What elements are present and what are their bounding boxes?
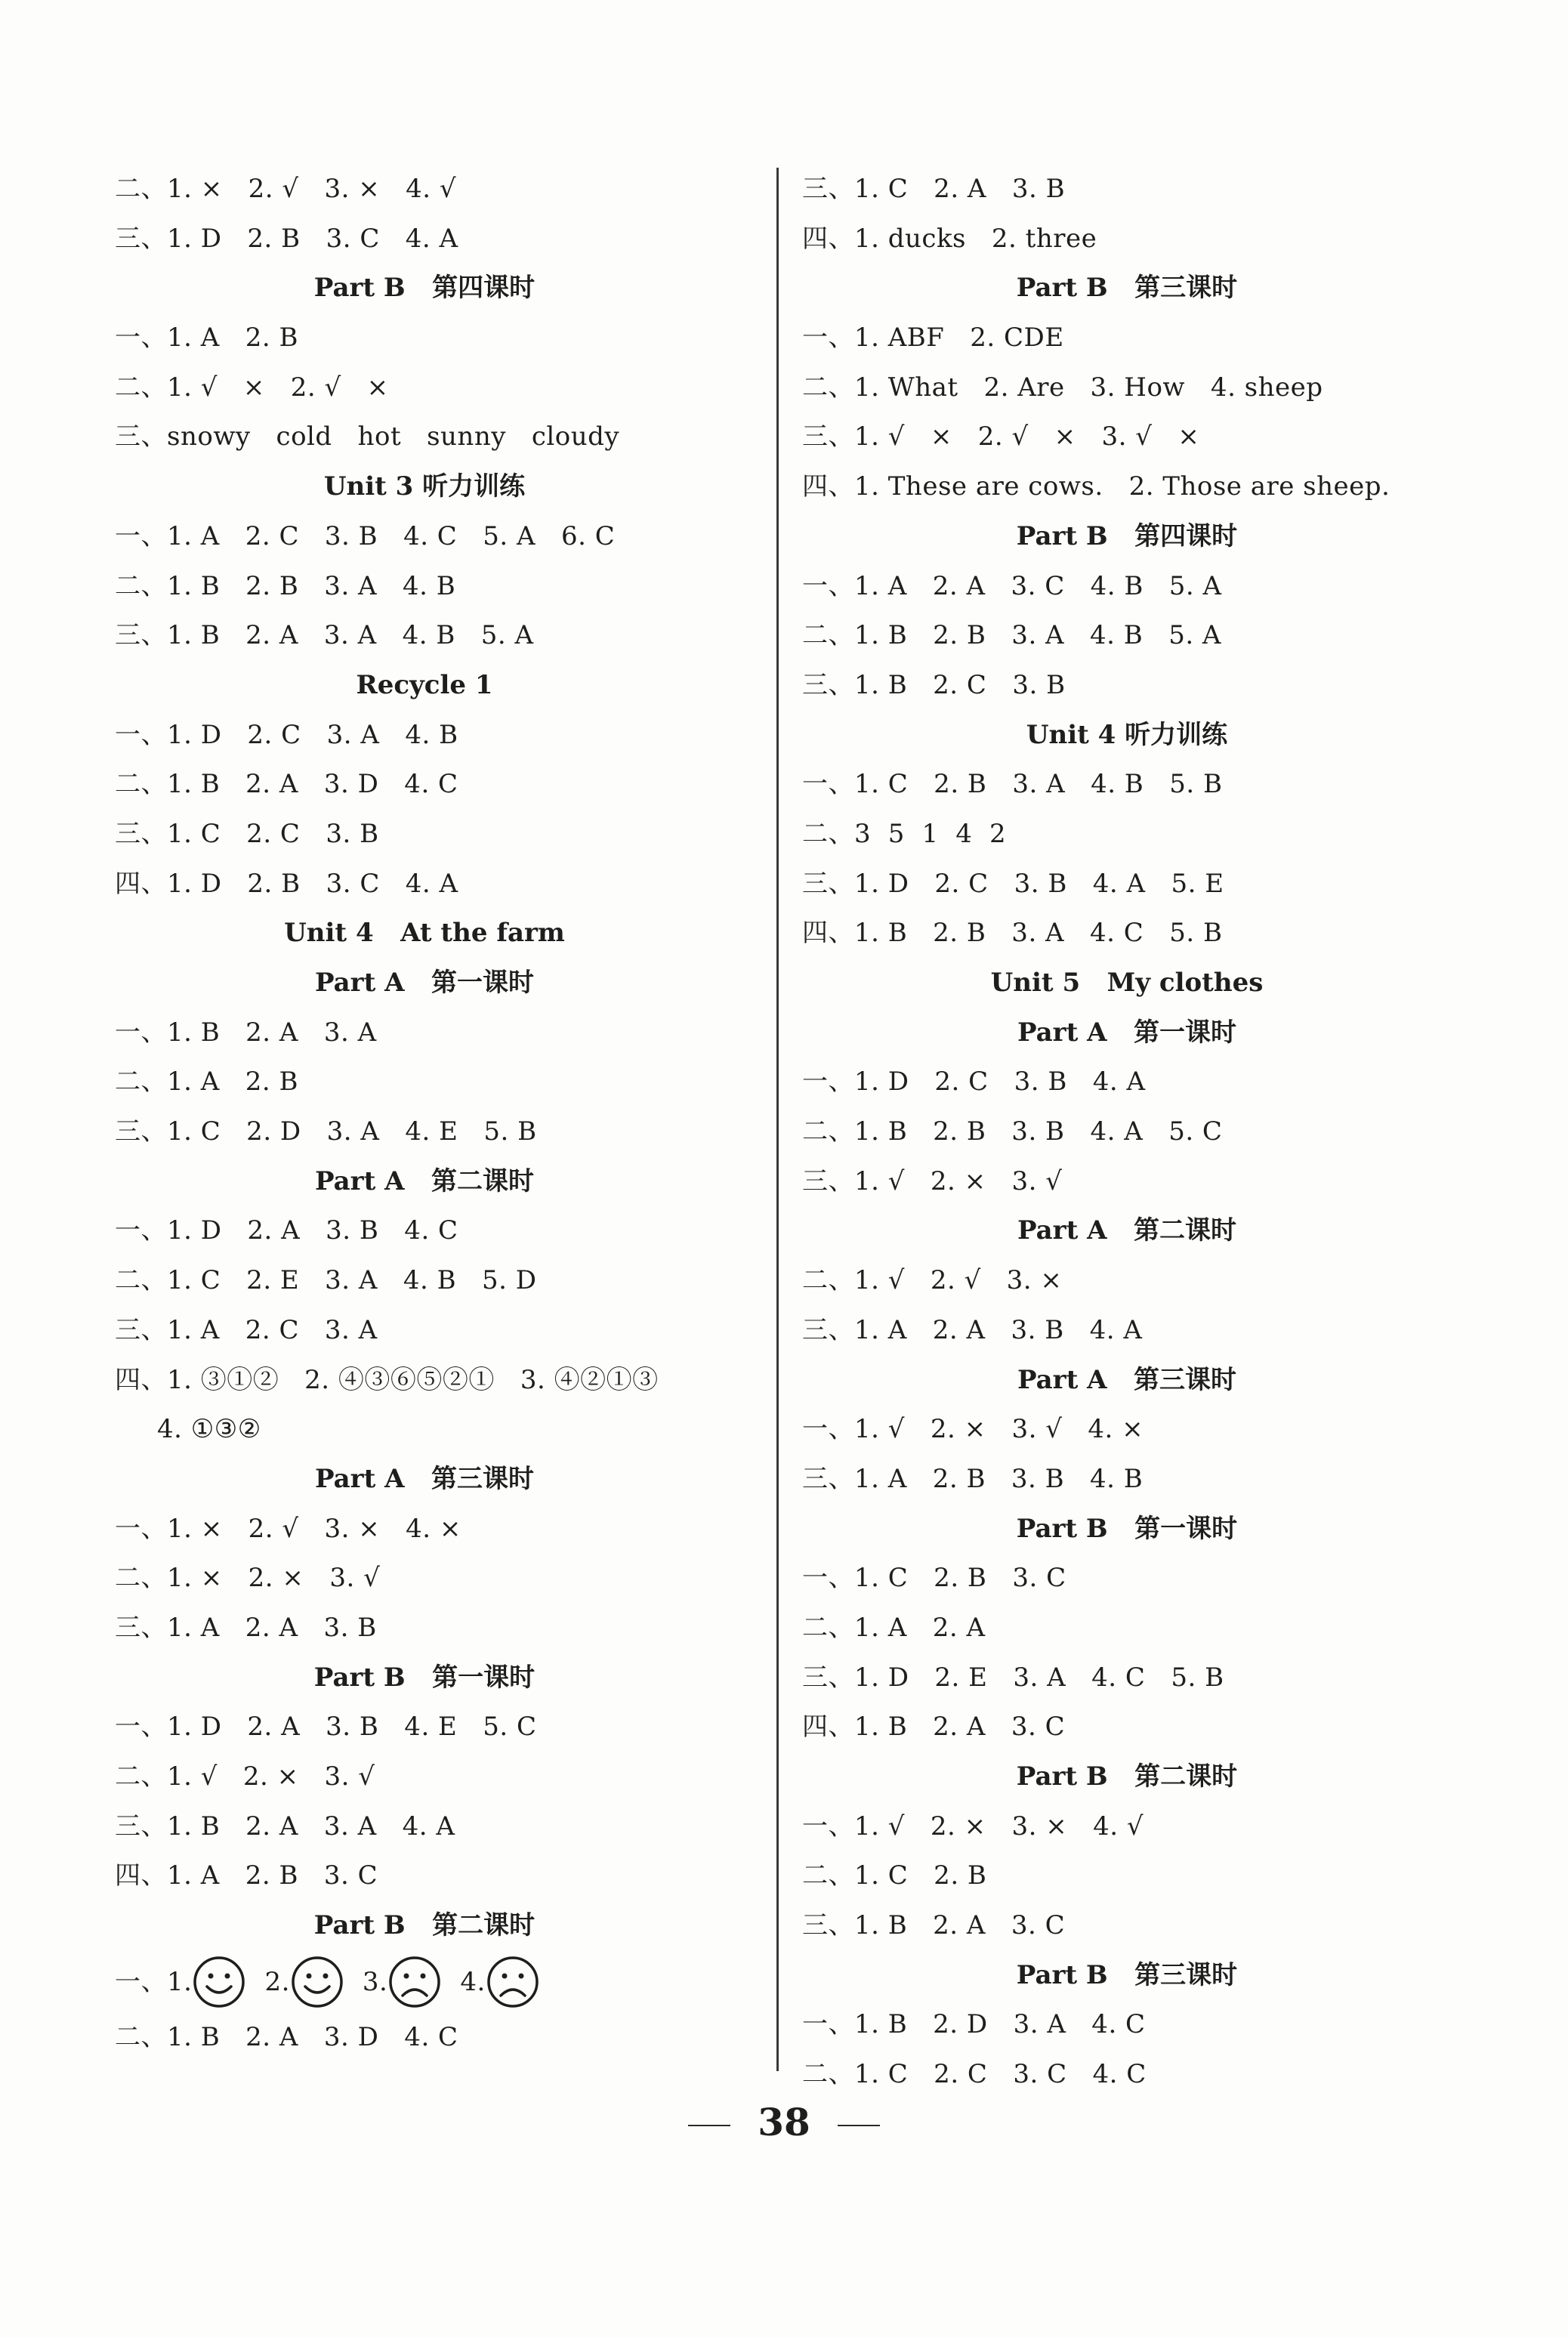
section-heading: Part B 第二课时 (313, 1910, 536, 1941)
answer-line: 二、1. B 2. B 3. B 4. A 5. C (802, 1116, 1223, 1147)
sad-face-icon (486, 1955, 540, 2009)
section-heading: Part B 第一课时 (313, 1662, 536, 1693)
right-column (802, 165, 1452, 2100)
answer-number: 4. (460, 1966, 486, 1997)
answer-line: 三、1. √ × 2. √ × 3. √ × (802, 421, 1200, 452)
answer-line: 四、1. ducks 2. three (802, 223, 1097, 254)
section-heading: Part A 第三课时 (314, 1463, 535, 1494)
answer-line: 四、1. A 2. B 3. C (115, 1860, 378, 1891)
page-number: 38 (758, 2100, 810, 2144)
answer-line: 一、1. C 2. B 3. A 4. B 5. B (802, 769, 1223, 800)
answer-line: 二、1. B 2. B 3. A 4. B (115, 570, 456, 601)
section-heading: Recycle 1 (356, 669, 493, 700)
answer-number: 1. (167, 1966, 193, 1997)
answer-line: 二、1. What 2. Are 3. How 4. sheep (802, 372, 1323, 403)
answer-line: 二、1. B 2. A 3. D 4. C (115, 2021, 458, 2052)
answer-line: 三、snowy cold hot sunny cloudy (115, 421, 620, 452)
answer-line: 二、1. √ 2. × 3. √ (115, 1761, 375, 1792)
footer-dash-right (838, 2125, 880, 2126)
answer-line: 一、1. × 2. √ 3. × 4. × (115, 1513, 461, 1544)
answer-line: 一、1. A 2. B (115, 323, 298, 353)
answer-line: 四、1. B 2. A 3. C (802, 1712, 1066, 1743)
question-prefix: 一、 (115, 1966, 167, 1997)
answer-line: 二、1. × 2. √ 3. × 4. √ (115, 174, 457, 204)
section-heading: Part A 第一课时 (1017, 1017, 1237, 1048)
answer-line: 一、1. ABF 2. CDE (802, 323, 1064, 353)
page-footer (0, 2100, 1568, 2144)
answer-line: 二、1. C 2. B (802, 1860, 987, 1891)
answer-line: 二、1. B 2. A 3. D 4. C (115, 769, 458, 800)
answer-number: 3. (362, 1966, 388, 1997)
answer-line: 三、1. A 2. A 3. B (115, 1612, 377, 1643)
answer-line: 三、1. B 2. A 3. C (802, 1910, 1066, 1941)
answer-line: 三、1. C 2. A 3. B (802, 174, 1066, 204)
answer-line: 四、1. D 2. B 3. C 4. A (115, 868, 458, 899)
answer-line: 一、1. D 2. A 3. B 4. C (115, 1215, 458, 1246)
answer-line: 三、1. A 2. C 3. A (115, 1314, 378, 1345)
answer-line: 二、1. √ 2. √ 3. × (802, 1265, 1063, 1296)
column-divider (776, 168, 779, 2071)
section-heading: Part A 第一课时 (314, 968, 535, 998)
answer-line: 四、1. B 2. B 3. A 4. C 5. B (802, 918, 1223, 949)
section-heading: Unit 5 My clothes (990, 968, 1264, 998)
answer-line: 一、1. A 2. A 3. C 4. B 5. A (802, 570, 1222, 601)
answer-line: 一、1. D 2. A 3. B 4. E 5. C (115, 1712, 537, 1743)
answer-line: 二、1. B 2. B 3. A 4. B 5. A (802, 620, 1221, 651)
answer-line: 三、1. B 2. A 3. A 4. A (115, 1811, 455, 1842)
left-column (115, 165, 764, 2062)
section-heading: Part A 第三课时 (1017, 1364, 1237, 1395)
answer-line: 三、1. D 2. B 3. C 4. A (115, 223, 458, 254)
sad-face-icon (387, 1955, 442, 2009)
answer-line: 二、1. A 2. A (802, 1612, 986, 1643)
answer-line: 一、1. B 2. A 3. A (115, 1017, 377, 1048)
answer-line: 三、1. √ 2. × 3. √ (802, 1165, 1063, 1196)
answer-line: 三、1. D 2. E 3. A 4. C 5. B (802, 1662, 1224, 1693)
answer-line: 二、1. C 2. C 3. C 4. C (802, 2059, 1147, 2090)
answer-line: 一、1. √ 2. × 3. √ 4. × (802, 1414, 1144, 1445)
answer-line: 一、1. D 2. C 3. B 4. A (802, 1067, 1146, 1097)
section-heading: Unit 4 听力训练 (1026, 719, 1228, 750)
section-heading: Part B 第三课时 (1016, 273, 1238, 304)
answer-line: 一、1. A 2. C 3. B 4. C 5. A 6. C (115, 520, 616, 551)
answer-line: 二、1. C 2. E 3. A 4. B 5. D (115, 1265, 537, 1296)
answer-line: 二、1. A 2. B (115, 1067, 298, 1097)
answer-line: 四、1. These are cows. 2. Those are sheep. (802, 471, 1391, 502)
section-heading: Part B 第四课时 (313, 273, 536, 304)
section-heading: Part B 第二课时 (1016, 1761, 1238, 1792)
smiley-face-icon (192, 1955, 246, 2009)
answer-line: 一、1. B 2. D 3. A 4. C (802, 2009, 1146, 2040)
answer-line: 二、1. √ × 2. √ × (115, 372, 389, 403)
answer-line: 一、1. C 2. B 3. C (802, 1563, 1066, 1594)
answer-line: 一、1. √ 2. × 3. × 4. √ (802, 1811, 1144, 1842)
section-heading: Part B 第一课时 (1016, 1513, 1238, 1544)
section-heading: Part B 第四课时 (1016, 520, 1238, 551)
smiley-face-icon (290, 1955, 344, 2009)
footer-dash-left (688, 2125, 730, 2126)
answer-line: 三、1. B 2. C 3. B (802, 669, 1066, 700)
answer-line: 三、1. B 2. A 3. A 4. B 5. A (115, 620, 534, 651)
answer-line: 三、1. C 2. D 3. A 4. E 5. B (115, 1116, 537, 1147)
answer-line: 一、1. D 2. C 3. A 4. B (115, 719, 458, 750)
section-heading: Unit 4 At the farm (284, 918, 565, 949)
answer-line: 二、1. × 2. × 3. √ (115, 1563, 381, 1594)
answer-number: 2. (264, 1966, 290, 1997)
section-heading: Unit 3 听力训练 (323, 471, 526, 502)
answer-line: 三、1. D 2. C 3. B 4. A 5. E (802, 868, 1224, 899)
section-heading: Part B 第三课时 (1016, 1959, 1238, 1990)
answer-line: 三、1. C 2. C 3. B (115, 818, 379, 849)
section-heading: Part A 第二课时 (314, 1165, 535, 1196)
answer-line: 三、1. A 2. B 3. B 4. B (802, 1463, 1144, 1494)
section-heading: Part A 第二课时 (1017, 1215, 1237, 1246)
answer-line-faces (115, 1951, 764, 2013)
answer-line: 4. ①③② (157, 1414, 261, 1445)
answer-line: 二、3 5 1 4 2 (802, 818, 1007, 849)
answer-line: 四、1. ③①② 2. ④③⑥⑤②① 3. ④②①③ (115, 1364, 659, 1395)
answer-line: 三、1. A 2. A 3. B 4. A (802, 1314, 1143, 1345)
